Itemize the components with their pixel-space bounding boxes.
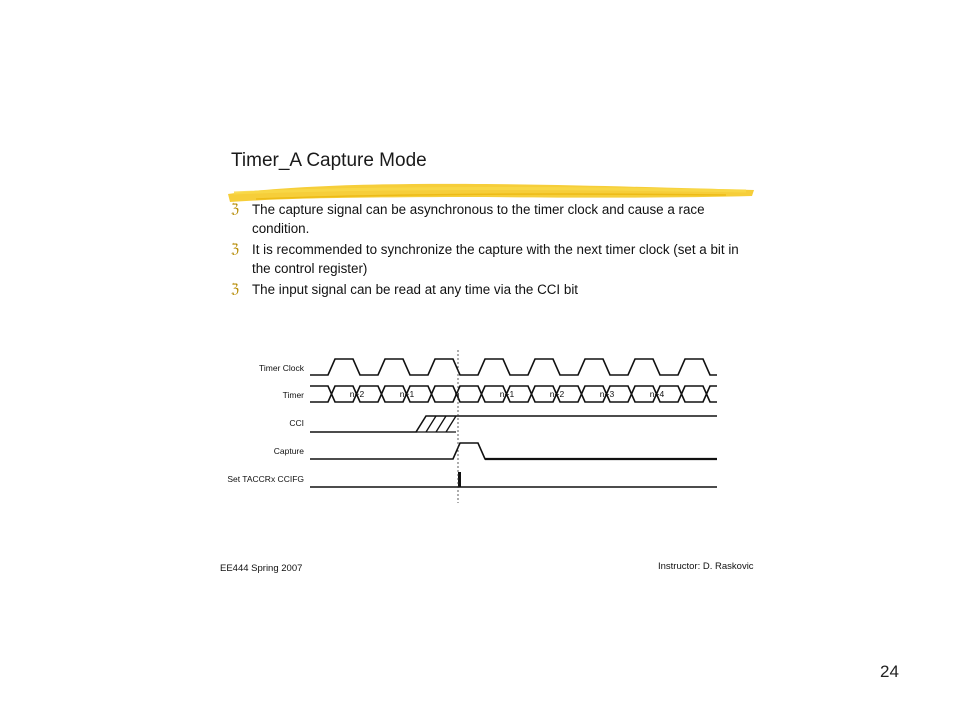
ccifg-pulse (458, 472, 461, 487)
timer-state-label: n−1 (399, 389, 415, 399)
bullet-text: The capture signal can be asynchronous to the timer clock and cause a race condition. (252, 202, 705, 236)
z-bullet-icon: ℨ (231, 242, 240, 257)
signal-label-capture: Capture (273, 446, 304, 456)
cci-uncertainty-hatch (416, 416, 456, 432)
signal-label-cci: CCI (289, 418, 304, 428)
timer-clock-waveform (310, 359, 717, 375)
z-bullet-icon: ℨ (231, 202, 240, 217)
bullet-text: It is recommended to synchronize the capture with the next timer clock (set a bit in the control register) (252, 242, 739, 276)
instructor-footer: Instructor: D. Raskovic (658, 561, 754, 572)
bullet-item (231, 240, 751, 278)
capture-waveform (310, 443, 717, 459)
timer-state-label: n+3 (599, 389, 615, 399)
bullet-item (231, 280, 751, 299)
bullet-list (231, 200, 751, 301)
bullet-item (231, 200, 751, 238)
timer-state-label: n−2 (349, 389, 365, 399)
timing-diagram (200, 345, 730, 505)
cci-waveform (310, 416, 717, 432)
page-number: 24 (880, 662, 899, 681)
z-bullet-icon: ℨ (231, 282, 240, 297)
bullet-text: The input signal can be read at any time via the CCI bit (252, 282, 579, 297)
timer-state-label: n+1 (499, 389, 515, 399)
signal-label-timer-clock: Timer Clock (258, 363, 304, 373)
timer-state-label: n (454, 389, 460, 399)
slide-title: Timer_A Capture Mode (231, 150, 427, 171)
signal-label-set-ccifg: Set TACCRx CCIFG (227, 474, 304, 484)
signal-label-timer: Timer (282, 390, 304, 400)
timer-state-label: n+4 (649, 389, 665, 399)
timer-state-label: n+2 (549, 389, 565, 399)
course-footer: EE444 Spring 2007 (220, 563, 303, 574)
